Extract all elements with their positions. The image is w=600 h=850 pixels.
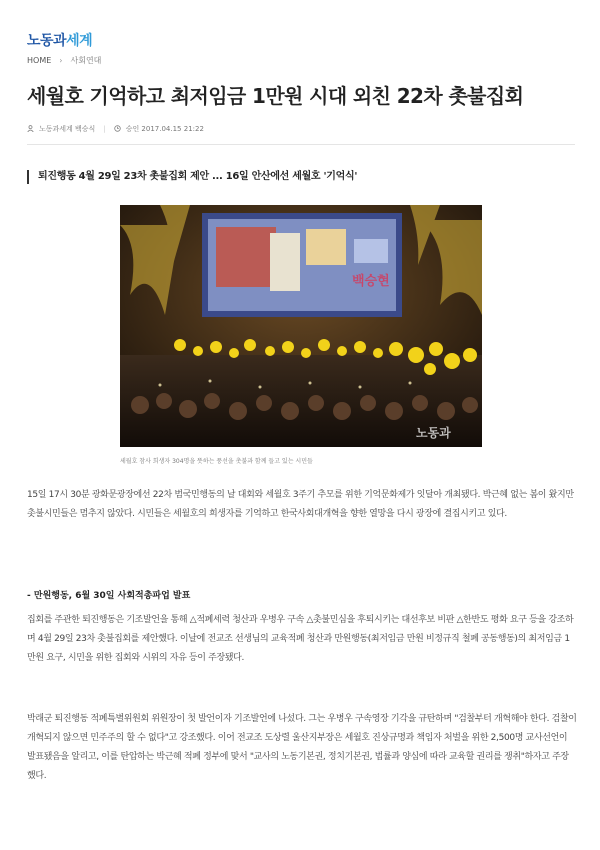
article-paragraph-2: 집회를 주관한 퇴진행동은 기조발언을 통해 △적폐세력 청산과 우병우 구속 △촛불민심을 후퇴시키는 대선후보 비판 △한반도 평화 요구 등을 강조하며 4월 29일 23차 촛불집회를 제안했다. 이날에 전교조 선생님의 교육적폐 청산과 만원행동(최저임금 만원 비정규직 철폐 공동행동)의 최저임금 1만원 요구, 시민을 위한 집회와 시위의 자유 등이 주장됐다. bbox=[27, 615, 574, 663]
site-logo[interactable] bbox=[27, 30, 92, 50]
article-meta bbox=[27, 124, 204, 134]
header-divider bbox=[27, 144, 575, 145]
logo-text-b: 세계 bbox=[66, 33, 93, 49]
article-author: 노동과세계 백승식 bbox=[39, 125, 96, 133]
breadcrumb-home[interactable]: HOME bbox=[27, 56, 52, 65]
article-published: 승인 2017.04.15 21:22 bbox=[125, 125, 204, 133]
article-paragraph-1: 15일 17시 30분 광화문광장에선 22차 범국민행동의 날 대회와 세월호 3주기 추모를 위한 기억문화제가 잇달아 개최됐다. 박근혜 없는 봄이 왔지만 촛불시민들은 멈추지 않았다. 시민들은 세월호의 희생자를 기억하고 한국사회대개혁을 향한 열망을 다시 광장에 결집시키고 있다. bbox=[27, 490, 574, 519]
article-photo[interactable] bbox=[120, 205, 482, 447]
screen-name: 백승현 bbox=[352, 274, 390, 289]
logo-text-a: 노동과 bbox=[27, 33, 67, 49]
article-subtitle: 퇴진행동 4월 29일 23차 촛불집회 제안 ... 16일 안산에선 세월호 '기억식' bbox=[27, 170, 578, 184]
photo-watermark: 노동과 bbox=[416, 426, 451, 440]
meta-divider: | bbox=[103, 125, 106, 133]
breadcrumb-section[interactable]: 사회연대 bbox=[70, 56, 102, 65]
article-paragraph-3: 박래군 퇴진행동 적폐특별위원회 위원장이 첫 발언이자 기조발언에 나섰다. 그는 우병우 구속영장 기각을 규탄하며 "검찰부터 개혁해야 한다. 검찰이 개혁되지 않으면 민주주의 할 수 없다"고 강조했다. 이어 전교조 도상렬 울산지부장은 세월호 진상규명과 책임자 처벌을 위한 2,500명 교사선언이 발표됐음을 알리고, 이를 탄압하는 박근혜 적폐 정부에 맞서 "교사의 노동기본권, 정치기본권, 법률과 양심에 따라 교육할 권리를 쟁취"하자고 주장했다. bbox=[27, 714, 577, 781]
clock-icon bbox=[114, 125, 121, 134]
person-icon bbox=[27, 125, 34, 134]
section-heading: - 만원행동, 6월 30일 사회적총파업 발표 bbox=[27, 591, 191, 601]
chevron-right-icon: › bbox=[59, 56, 63, 65]
article-title: 세월호 기억하고 최저임금 1만원 시대 외친 22차 촛불집회 bbox=[27, 84, 524, 108]
photo-caption: 세월호 참사 희생자 304명을 뜻하는 풍선을 촛불과 함께 들고 있는 시민들 bbox=[120, 458, 313, 465]
breadcrumb bbox=[27, 55, 101, 66]
